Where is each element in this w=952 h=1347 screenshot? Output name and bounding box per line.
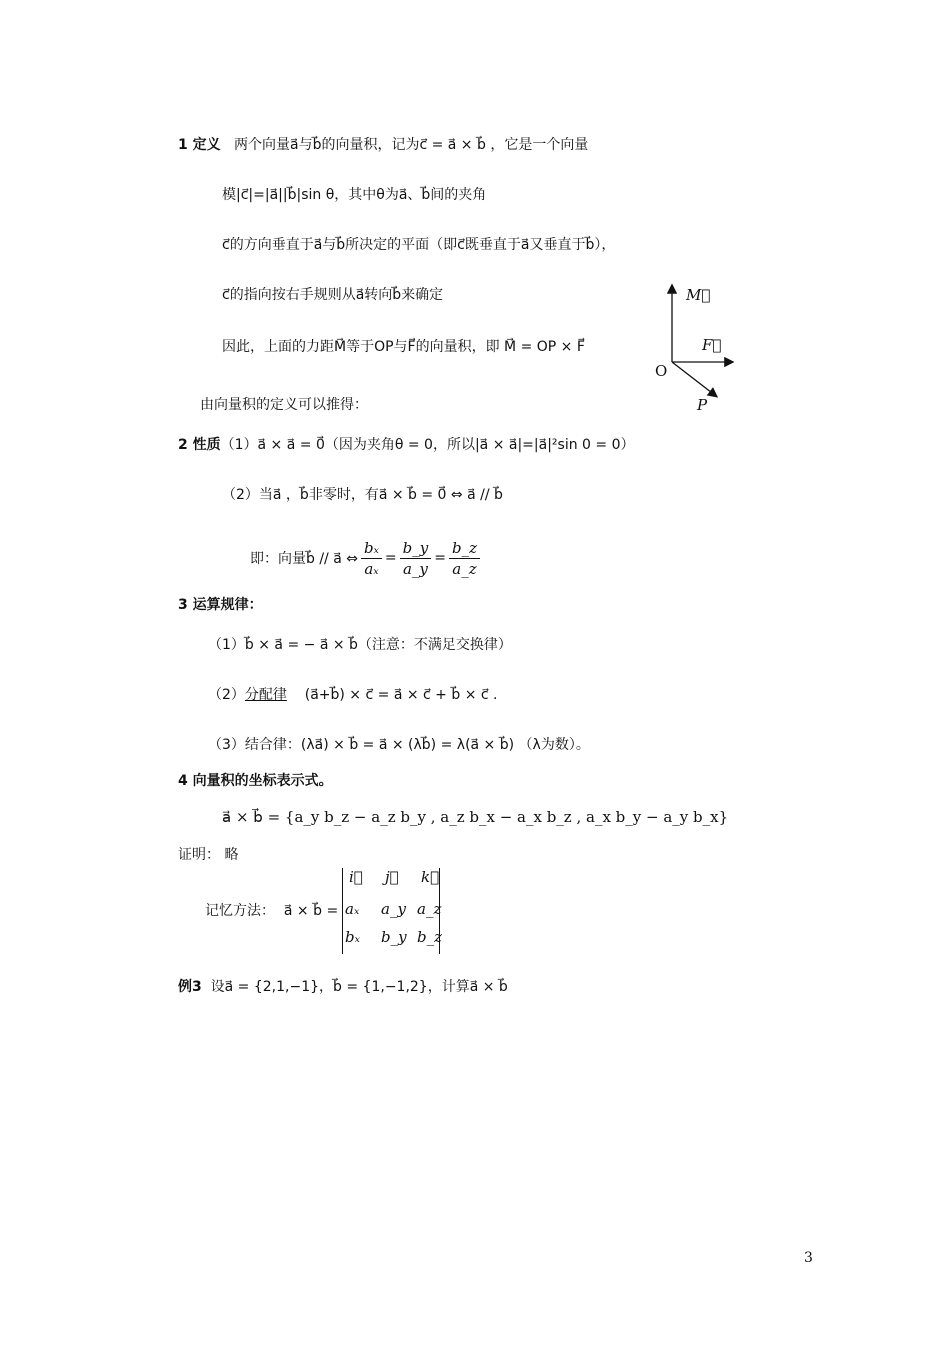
fraction-z xyxy=(449,538,480,579)
det-r2c3: a_z xyxy=(417,900,442,918)
example-3 xyxy=(178,976,508,998)
det-r3c3: b_z xyxy=(417,928,443,946)
example-text: 设a⃗ = {2,1,−1}，b⃗ = {1,−1,2}，计算a⃗ × b⃗ xyxy=(210,979,508,995)
orientation-line: c⃗的指向按右手规则从a⃗转向b⃗来确定 xyxy=(222,287,444,303)
det-r2c2: a_y xyxy=(381,900,406,918)
page-number: 3 xyxy=(804,1250,813,1266)
fraction-x xyxy=(361,538,382,579)
det-r1c2: j⃗ xyxy=(385,868,399,886)
rule-3: （3）结合律：(λa⃗) × b⃗ = a⃗ × (λb⃗) = λ(a⃗ × b⃗) （λ为数）。 xyxy=(208,737,590,753)
det-r1c1: i⃗ xyxy=(349,868,363,886)
determinant xyxy=(342,868,443,954)
rule-2-law: 分配律 xyxy=(244,687,287,703)
rules-heading: 3 运算规律： xyxy=(178,597,263,613)
definition-number: 1 定义 xyxy=(178,137,221,153)
rule-2-formula: (a⃗+b⃗) × c⃗ = a⃗ × c⃗ + b⃗ × c⃗ . xyxy=(304,687,498,703)
label-m: M⃗ xyxy=(686,286,711,304)
derivation-line: 由向量积的定义可以推得： xyxy=(200,397,368,413)
definition-heading xyxy=(178,134,588,156)
definition-text: 两个向量a⃗与b⃗的向量积，记为c⃗ = a⃗ × b⃗ ，它是一个向量 xyxy=(233,137,589,153)
coordinate-heading: 4 向量积的坐标表示式。 xyxy=(178,773,333,789)
mnemonic-text: 记忆方法： xyxy=(205,903,275,919)
coordinate-formula: a⃗ × b⃗ = {a_y b_z − a_z b_y , a_z b_x − a_x b_z , a_x b_y − a_y b_x} xyxy=(222,808,729,826)
mnemonic-label xyxy=(205,900,338,922)
det-r2c1: aₓ xyxy=(345,900,360,918)
det-r3c2: b_y xyxy=(381,928,407,946)
fraction-x-den: aₓ xyxy=(364,559,379,578)
mnemonic-lhs: a⃗ × b⃗ = xyxy=(283,903,339,919)
rule-2-label: （2） xyxy=(208,687,245,703)
property-2: （2）当a⃗ ，b⃗非零时，有a⃗ × b⃗ = 0⃗ ⇔ a⃗ // b⃗ xyxy=(222,487,503,503)
fraction-z-num: b_z xyxy=(449,538,480,559)
magnitude-line: 模|c⃗|=|a⃗||b⃗|sin θ，其中θ为a⃗、b⃗间的夹角 xyxy=(222,187,487,203)
det-r1c3: k⃗ xyxy=(421,868,440,886)
fraction-y-num: b_y xyxy=(400,538,432,559)
rule-1: （1）b⃗ × a⃗ = − a⃗ × b⃗（注意：不满足交换律） xyxy=(208,637,512,653)
property-heading xyxy=(178,434,635,456)
fraction-y xyxy=(400,538,432,579)
label-f: F⃗ xyxy=(702,336,722,354)
proof-line: 证明： 略 xyxy=(178,847,239,863)
parallel-prefix: 即：向量b⃗ // a⃗ ⇔ xyxy=(250,551,358,567)
position-arrow xyxy=(672,362,716,396)
direction-line: c⃗的方向垂直于a⃗与b⃗所决定的平面（即c⃗既垂直于a⃗又垂直于b⃗）， xyxy=(222,237,616,253)
det-r3c1: bₓ xyxy=(345,928,360,946)
property-number: 2 性质 xyxy=(178,437,221,453)
rule-2 xyxy=(208,684,497,706)
torque-line: 因此，上面的力距M⃗等于OP与F⃗的向量积，即 M⃗ = OP × F⃗ xyxy=(222,339,585,355)
fraction-y-den: a_y xyxy=(402,559,428,578)
example-number: 例3 xyxy=(178,979,202,995)
fraction-x-num: bₓ xyxy=(361,538,382,559)
property-1: （1）a⃗ × a⃗ = 0⃗（因为夹角θ = 0，所以|a⃗ × a⃗|=|a⃗|²sin 0 = 0） xyxy=(220,437,635,453)
fraction-z-den: a_z xyxy=(452,559,477,578)
parallel-condition: 即：向量b⃗ // a⃗ ⇔ $\frac{\text{bₓ}}{\text{aₓ}}$ = $\frac{b\_y}{a\_y}$ = $\frac{b\_z}{a\_z}$ xyxy=(250,530,483,586)
label-p: P xyxy=(697,396,708,414)
label-o: O xyxy=(655,362,668,380)
